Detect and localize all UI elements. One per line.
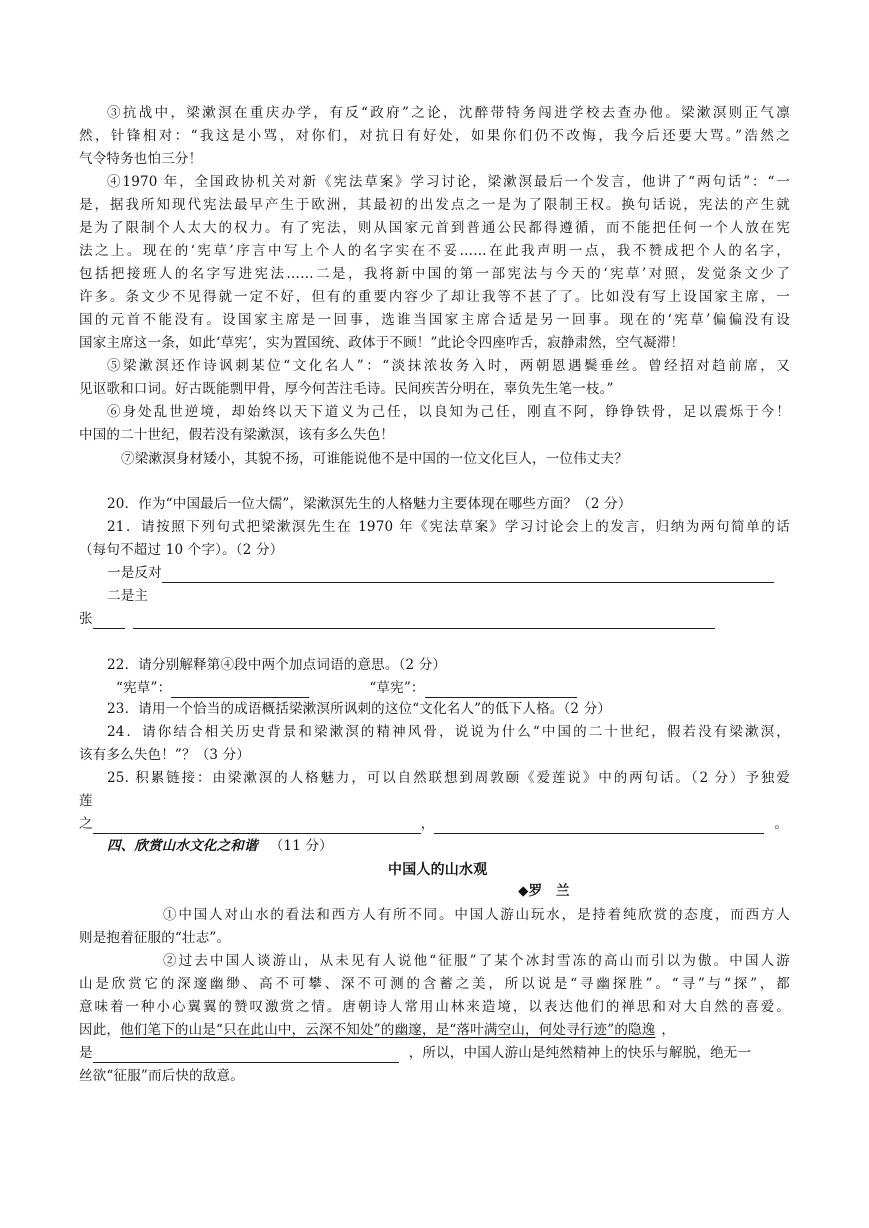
article-p2-line-4-start: 因此， [79,1022,121,1038]
answer-21-2-prompt: 二是主 [107,588,149,604]
paragraph-4-line-1: ④1970 年，全国政协机关对新《宪法草案》学习讨论，梁漱溟最后一个发言，他讲了“两句话”：“一 [107,174,790,190]
answer-21-1-prompt: 一是反对 [107,565,162,581]
answer-21-2 [79,609,715,631]
question-25-line-1: 25. 积累链接：由梁漱溟的人格魅力，可以自然联想到周敦颐《爱莲说》中的两句话。（2 分）予独爱 [107,770,790,786]
section-4-heading [107,836,333,858]
paragraph-5-line-2: 见讴歌和口词。好古既能剽甲骨，厚今何苦注毛诗。民间疾苦分明在，辜负先生笔一枝。” [79,381,614,397]
article-p2-line-5-end: ，所以，中国人游山是纯然精神上的快乐与解脱，绝无一 [408,1045,752,1061]
question-24-line-2: 该有多么失色！”？（3 分） [79,747,251,763]
answer-21-1-blank[interactable] [162,567,774,583]
paragraph-4-line-2: 是，据我所知现代宪法最早产生于欧洲，其最初的出发点之一是为了限制王权。换句话说，宪法的产生就 [79,197,790,213]
article-p1-line-2: 则是抱着征服的“壮志”。 [79,930,231,946]
answer-21-2-prompt-end: 张 [79,611,93,627]
question-25-line-2: 莲 [79,793,93,809]
question-21-line-1: 21．请按照下列句式把梁漱溟先生在 1970 年《宪法草案》学习讨论会上的发言，归纳为两句简单的话 [107,519,790,535]
article-fill-blank[interactable] [93,1047,399,1063]
paragraph-3-line-1: ③抗战中，梁漱溟在重庆办学，有反“政府”之论，沈醉带特务闯进学校去查办他。梁漱溟则正气凛 [107,105,790,121]
answer-25-period: 。 [774,816,789,832]
question-20: 20．作为“中国最后一位大儒”，梁漱溟先生的人格魅力主要体现在哪些方面？（2 分） [107,496,632,512]
underlined-quote: 他们笔下的山是“只在此山中，云深不知处”的幽邃，是“落叶满空山，何处寻行迹”的隐逸 [120,1022,656,1038]
paragraph-4-line-4: 法之上。现在的‘宪草’序言中写上个人的名字实在不妥……在此我声明一点，我不赞成把个人的名字， [79,243,790,259]
paragraph-3-line-2: 然，针锋相对：“我这是小骂，对你们，对抗日有好处，如果你们仍不改悔，我今后还要大骂。”浩然之 [79,128,790,144]
article-p2-line-6: 丝欲“征服”而后快的敌意。 [79,1068,244,1084]
article-p2-line-1: ②过去中国人谈游山，从未见有人说他“征服”了某个冰封雪冻的高山而引以为傲。中国人游 [163,953,790,969]
answer-25-1-blank[interactable] [93,818,421,834]
paragraph-4-line-3: 是为了限制个人太大的权力。有了宪法，则从国家元首到普通公民都得遵循，而不能把任何一个人放在宪 [79,220,790,236]
paragraph-4-line-6: 许多。条文少不见得就一定不好，但有的重要内容少了却让我等不甚了了。比如没有写上设国家主席，一 [79,289,790,305]
section-4-score: （11 分） [269,838,333,854]
article-p2-line-5-start: 是 [79,1045,93,1061]
answer-22 [116,678,577,700]
term-caoxian: “草宪”： [369,680,425,696]
answer-22-2-blank[interactable] [425,682,577,698]
paragraph-3-line-3: 气令特务也怕三分！ [79,151,203,167]
article-author: ◆罗 兰 [518,883,570,899]
answer-25-prompt: 之 [79,816,93,832]
article-p2-line-3: 意味着一种小心翼翼的赞叹激赏之情。唐朝诗人常用山林来造境，以表达他们的禅思和对大自然的喜爱。 [79,999,790,1015]
answer-22-1-blank[interactable] [171,682,309,698]
question-24-line-1: 24．请你结合相关历史背景和梁漱溟的精神风骨，说说为什么“中国的二十世纪，假若没有梁漱溟， [107,724,790,740]
article-p2-line-4 [79,1020,675,1042]
term-xiancao: “宪草”： [116,680,172,696]
paragraph-7: ⑦梁漱溟身材矮小，其貌不扬，可谁能说他不是中国的一位文化巨人，一位伟丈夫？ [121,451,628,467]
paragraph-4-line-5: 包括把接班人的名字写进宪法……二是，我将新中国的第一部宪法与今天的‘宪草’对照，发觉条文少了 [79,266,790,282]
article-p2-line-4-end: ， [661,1022,676,1038]
article-p1-line-1: ①中国人对山水的看法和西方人有所不同。中国人游山玩水，是持着纯欣赏的态度，而西方人 [163,907,790,923]
section-4-title: 四、欣赏山水文化之和谐 [107,838,258,854]
answer-21-2-blank-short[interactable] [93,613,125,629]
answer-25-2-blank[interactable] [434,818,764,834]
answer-25-comma: ， [420,816,435,832]
paragraph-6-line-2: 中国的二十世纪，假若没有梁漱溟，该有多么失色！ [79,427,395,443]
answer-21-1 [107,563,774,585]
paragraph-6-line-1: ⑥身处乱世逆境，却始终以天下道义为己任，以良知为己任，刚直不阿，铮铮铁骨，足以震烁于今！ [107,404,790,420]
paragraph-4-line-8: 国家主席这一条，如此‘草宪’，实为置国统、政体于不顾！”此论令四座咋舌，寂静肃然，空气凝滞！ [79,335,685,351]
paragraph-5-line-1: ⑤梁漱溟还作诗讽刺某位“文化名人”：“淡抹浓妆务入时，两朝恩遇鬓垂丝。曾经招对趋前席，又 [107,358,790,374]
answer-21-2-blank[interactable] [133,613,715,629]
paragraph-4-line-7: 国的元首不能没有。设国家主席是一回事，选谁当国家主席合适是另一回事。现在的‘宪草’偏偏没有设 [79,312,790,328]
article-p2-line-2: 山是欣赏它的深邃幽缈、高不可攀、深不可测的含蓄之美，所以说是“寻幽探胜”。“寻”与“探”，都 [79,976,790,992]
question-22: 22．请分别解释第④段中两个加点词语的意思。（2 分） [107,657,447,673]
article-title: 中国人的山水观 [388,862,488,878]
question-21-line-2: （每句不超过 10 个字）。（2 分） [79,542,284,558]
answer-25 [79,814,788,836]
question-23: 23．请用一个恰当的成语概括梁漱溟所讽刺的这位“文化名人”的低下人格。（2 分） [107,701,612,717]
article-p2-line-5 [79,1043,751,1065]
